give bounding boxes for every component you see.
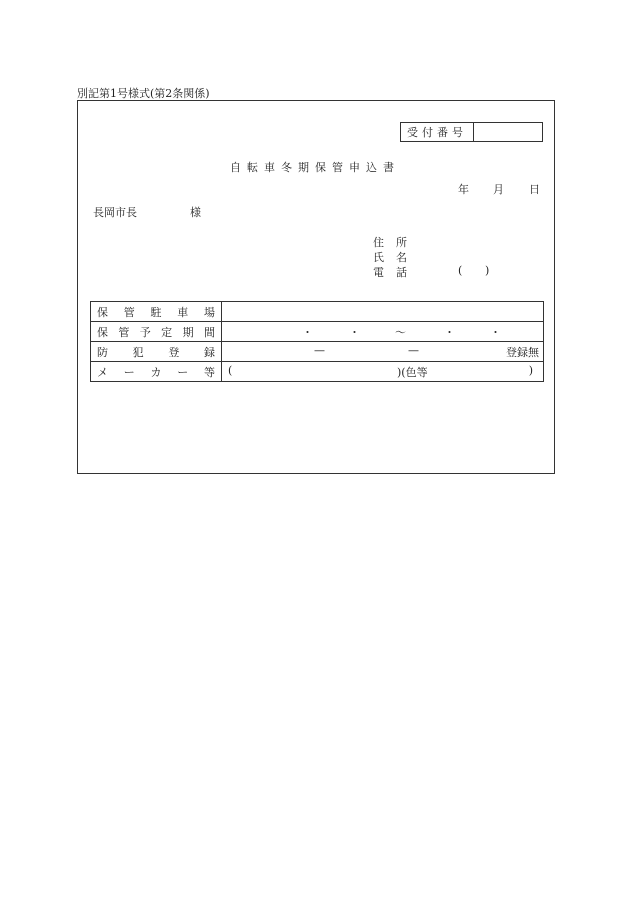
date-year-label: 年 <box>458 183 469 196</box>
phone-label: 電話 <box>373 266 419 279</box>
table-row <box>91 342 544 362</box>
form-caption: 別記第1号様式(第2条関係) <box>77 87 210 100</box>
addressee-honorific: 様 <box>190 206 201 219</box>
storage-place-field[interactable] <box>222 302 544 322</box>
storage-place-label-cell <box>91 302 222 322</box>
maker-label-cell <box>91 362 222 382</box>
storage-period-label-cell <box>91 322 222 342</box>
receipt-number-field[interactable] <box>474 123 542 141</box>
row-label-char: 保 <box>97 325 108 339</box>
row-label-char: ー <box>123 365 135 379</box>
row-label-char: 車 <box>177 305 189 319</box>
address-label: 住所 <box>373 236 419 249</box>
addressee-name: 長岡市長 <box>93 206 137 219</box>
crime-prevention-field[interactable] <box>222 342 544 362</box>
row-label-char: 場 <box>204 305 215 319</box>
phone-paren-open: ( <box>458 264 463 277</box>
period-end-dot-1: ・ <box>444 326 455 339</box>
registration-dash-1: — <box>314 344 325 357</box>
crime-prevention-label <box>91 344 221 360</box>
row-label-char: 等 <box>204 365 215 379</box>
row-label-char: 登 <box>168 345 180 359</box>
row-label-char: 犯 <box>132 345 144 359</box>
row-label-char: 管 <box>123 305 135 319</box>
color-label: )(色等 <box>397 366 428 379</box>
row-label-char: ー <box>177 365 189 379</box>
storage-place-label <box>91 304 221 320</box>
date-day-label: 日 <box>529 183 540 196</box>
row-label-char: 防 <box>97 345 108 359</box>
period-tilde: 〜 <box>395 326 406 339</box>
no-registration-option[interactable]: 登録無 <box>506 346 539 359</box>
storage-period-label <box>91 324 221 340</box>
row-label-char: 録 <box>203 345 215 359</box>
period-end-dot-2: ・ <box>490 326 501 339</box>
details-table <box>90 301 544 382</box>
period-start-dot-1: ・ <box>302 326 313 339</box>
form-frame <box>77 100 555 474</box>
table-row <box>91 322 544 342</box>
row-label-char: 保 <box>97 305 108 319</box>
row-label-char: カ <box>150 365 162 379</box>
storage-period-field[interactable] <box>222 322 544 342</box>
phone-paren-close: ) <box>485 264 490 277</box>
crime-prevention-label-cell <box>91 342 222 362</box>
row-label-char: メ <box>97 365 108 379</box>
period-start-dot-2: ・ <box>349 326 360 339</box>
row-label-char: 定 <box>161 325 173 339</box>
name-label: 氏名 <box>373 251 419 264</box>
row-label-char: 管 <box>118 325 130 339</box>
receipt-number-box <box>400 122 543 142</box>
row-label-char: 間 <box>203 325 215 339</box>
row-label-char: 駐 <box>150 305 162 319</box>
receipt-number-label: 受付番号 <box>401 123 474 141</box>
color-paren-close: ) <box>528 364 533 377</box>
table-row <box>91 362 544 382</box>
maker-field[interactable] <box>222 362 544 382</box>
row-label-char: 予 <box>139 325 151 339</box>
maker-label <box>91 364 221 380</box>
maker-paren-open: ( <box>228 364 233 377</box>
row-label-char: 期 <box>182 325 194 339</box>
registration-dash-2: — <box>408 344 419 357</box>
date-month-label: 月 <box>493 183 504 196</box>
form-title: 自転車冬期保管申込書 <box>230 161 400 174</box>
table-row <box>91 302 544 322</box>
